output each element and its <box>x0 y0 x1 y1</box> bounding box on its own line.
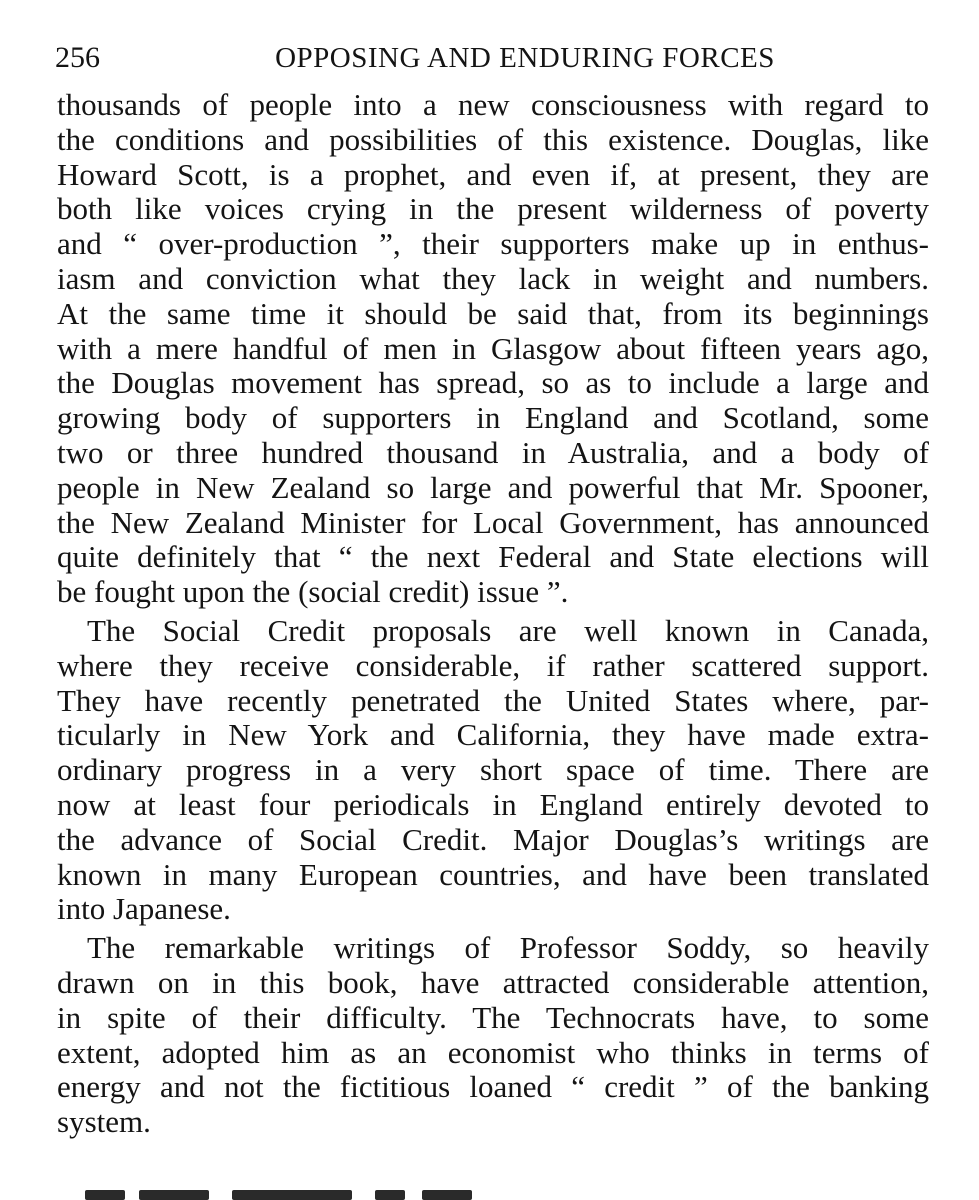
text-line: At the same time it should be said that, from its beginnings <box>57 295 929 331</box>
text-line: the New Zealand Minister for Local Government, has announced <box>57 504 929 540</box>
text-line: ordinary progress in a very short space of time. There are <box>57 752 929 788</box>
text-line: the Douglas movement has spread, so as to include a large and <box>57 365 929 401</box>
text-line: growing body of supporters in England and Scotland, some <box>57 400 929 436</box>
text-line: be fought upon the (social credit) issue ”. <box>57 574 569 610</box>
cut-off-next-line <box>57 1186 477 1200</box>
text-line: energy and not the fictitious loaned “ credit ” of the banking <box>57 1069 929 1105</box>
text-line: the conditions and possibilities of this existence. Douglas, like <box>57 121 929 157</box>
text-line: thousands of people into a new consciousness with regard to <box>57 87 929 122</box>
text-line: ticularly in New York and California, they have made extra- <box>57 717 929 753</box>
text-line: both like voices crying in the present wilderness of poverty <box>57 191 929 227</box>
text-line: in spite of their difficulty. The Technocrats have, to some <box>57 999 929 1035</box>
text-line: quite definitely that “ the next Federal and State elections will <box>57 539 929 575</box>
text-line: Howard Scott, is a prophet, and even if, at present, they are <box>57 156 929 192</box>
body-text <box>57 88 929 1140</box>
text-line: and “ over-production ”, their supporters make up in enthus- <box>57 226 929 262</box>
text-line: where they receive considerable, if rather scattered support. <box>57 647 929 683</box>
text-line: drawn on in this book, have attracted considerable attention, <box>57 964 929 1000</box>
text-line: two or three hundred thousand in Australia, and a body of <box>57 434 929 470</box>
text-line: The Social Credit proposals are well known in Canada, <box>87 612 929 648</box>
text-line: the advance of Social Credit. Major Douglas’s writings are <box>57 821 929 857</box>
text-line: The remarkable writings of Professor Soddy, so heavily <box>87 930 929 966</box>
text-line: They have recently penetrated the United States where, par- <box>57 682 929 718</box>
running-head: OPPOSING AND ENDURING FORCES <box>275 42 775 74</box>
page-number: 256 <box>55 41 100 74</box>
text-line: with a mere handful of men in Glasgow about fifteen years ago, <box>57 330 929 366</box>
page-header <box>55 36 925 80</box>
paragraph <box>57 614 929 927</box>
text-line: known in many European countries, and have been translated <box>57 856 929 892</box>
paragraph <box>57 88 929 610</box>
text-line: into Japanese. <box>57 891 231 927</box>
text-line: now at least four periodicals in England entirely devoted to <box>57 786 929 822</box>
text-line: iasm and conviction what they lack in weight and numbers. <box>57 260 929 296</box>
text-line: system. <box>57 1104 151 1140</box>
text-line: people in New Zealand so large and powerful that Mr. Spooner, <box>57 469 929 505</box>
paragraph <box>57 931 929 1140</box>
text-line: extent, adopted him as an economist who thinks in terms of <box>57 1034 929 1070</box>
